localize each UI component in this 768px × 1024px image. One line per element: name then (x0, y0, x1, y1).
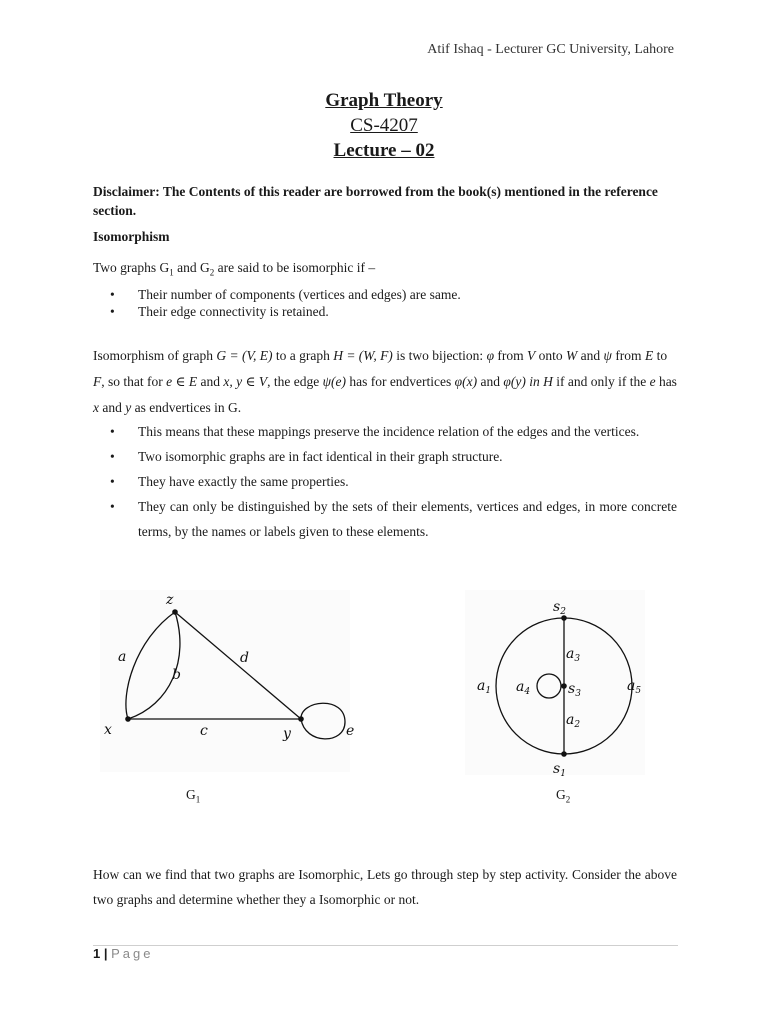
graph2-label-a4: $a_4$ (516, 679, 531, 697)
footer-page-number: 1 | Page (93, 946, 154, 961)
graph1-label-c: c (200, 723, 208, 739)
bullet-icon: • (110, 424, 115, 439)
lecture-number: Lecture – 02 (333, 140, 435, 161)
bullet-icon: • (110, 474, 115, 489)
header-author: Atif Ishaq - Lecturer GC University, Lahore (427, 42, 674, 57)
bullet-icon: • (110, 304, 115, 319)
graph2-label-s3: $s_3$ (568, 681, 581, 699)
list-item: • Their edge connectivity is retained. (110, 304, 329, 319)
graph-figure (95, 585, 675, 780)
graph2-panel (465, 590, 645, 775)
list-item: • This means that these mappings preserve the incidence relation of the edges and the vertices. (110, 419, 677, 444)
graph1-panel (100, 590, 350, 772)
conditions-list (110, 286, 461, 320)
list-item: • They have exactly the same properties. (110, 469, 677, 494)
graph2-vertex-s3 (561, 683, 567, 689)
graph2-caption: $G_2$ (556, 787, 571, 805)
graph1-label-a: a (118, 649, 127, 665)
disclaimer: Disclaimer: The Contents of this reader are borrowed from the book(s) mentioned in the reference section. (93, 184, 658, 218)
graph2-label-a2: $a_2$ (566, 712, 581, 730)
graph1-vertex-y (298, 716, 304, 722)
graph1-vertex-x (125, 716, 131, 722)
graph2-label-s2: $s_2$ (553, 599, 566, 617)
graph1-vertex-z (172, 609, 178, 615)
list-item: • Their number of components (vertices and edges) are same. (110, 287, 461, 302)
graph1-label-e: e (346, 723, 355, 739)
graph1-label-x: x (104, 722, 112, 738)
closing-paragraph: How can we find that two graphs are Isomorphic, Lets go through step by step activity. Consider the above two graphs and determine whether they a Isomorphic or not. (93, 867, 677, 907)
graph1-label-y: y (283, 726, 291, 742)
graph1-label-z: z (166, 592, 174, 608)
graph2-label-s1: $s_1$ (553, 761, 566, 779)
bullet-icon: • (110, 499, 115, 514)
graph2-label-a5: $a_5$ (627, 678, 642, 696)
graph2-label-a3: $a_3$ (566, 646, 581, 664)
graph2-vertex-s1 (561, 751, 567, 757)
graph1-label-b: b (172, 667, 181, 683)
footer-divider (93, 945, 678, 946)
graph2-label-a1: $a_1$ (477, 678, 492, 696)
list-item: • They can only be distinguished by the sets of their elements, vertices and edges, in more concrete terms, by the names or labels given to these elements. (110, 494, 677, 544)
definition-paragraph: Isomorphism of graph G = (V, E) to a graph H = (W, F) is two bijection: φ from V onto W and ψ from E to F, so that for e ∈ E and x, y ∈ V, the edge ψ(e) has for endvertices φ(x) and φ(y) in H if and only if the e has x and y as endvertices in G. (93, 348, 677, 415)
bullet-icon: • (110, 287, 115, 302)
intro-paragraph: Two graphs $G_1$ and $G_2$ are said to be isomorphic if – (93, 260, 376, 278)
title-block (0, 88, 768, 163)
list-item: • Two isomorphic graphs are in fact identical in their graph structure. (110, 444, 677, 469)
properties-list (110, 419, 677, 544)
graph1-label-d: d (240, 650, 249, 666)
course-code: CS-4207 (350, 115, 418, 136)
graph1-caption: $G_1$ (186, 787, 201, 805)
bullet-icon: • (110, 449, 115, 464)
course-title: Graph Theory (325, 90, 443, 111)
section-heading: Isomorphism (93, 229, 170, 244)
